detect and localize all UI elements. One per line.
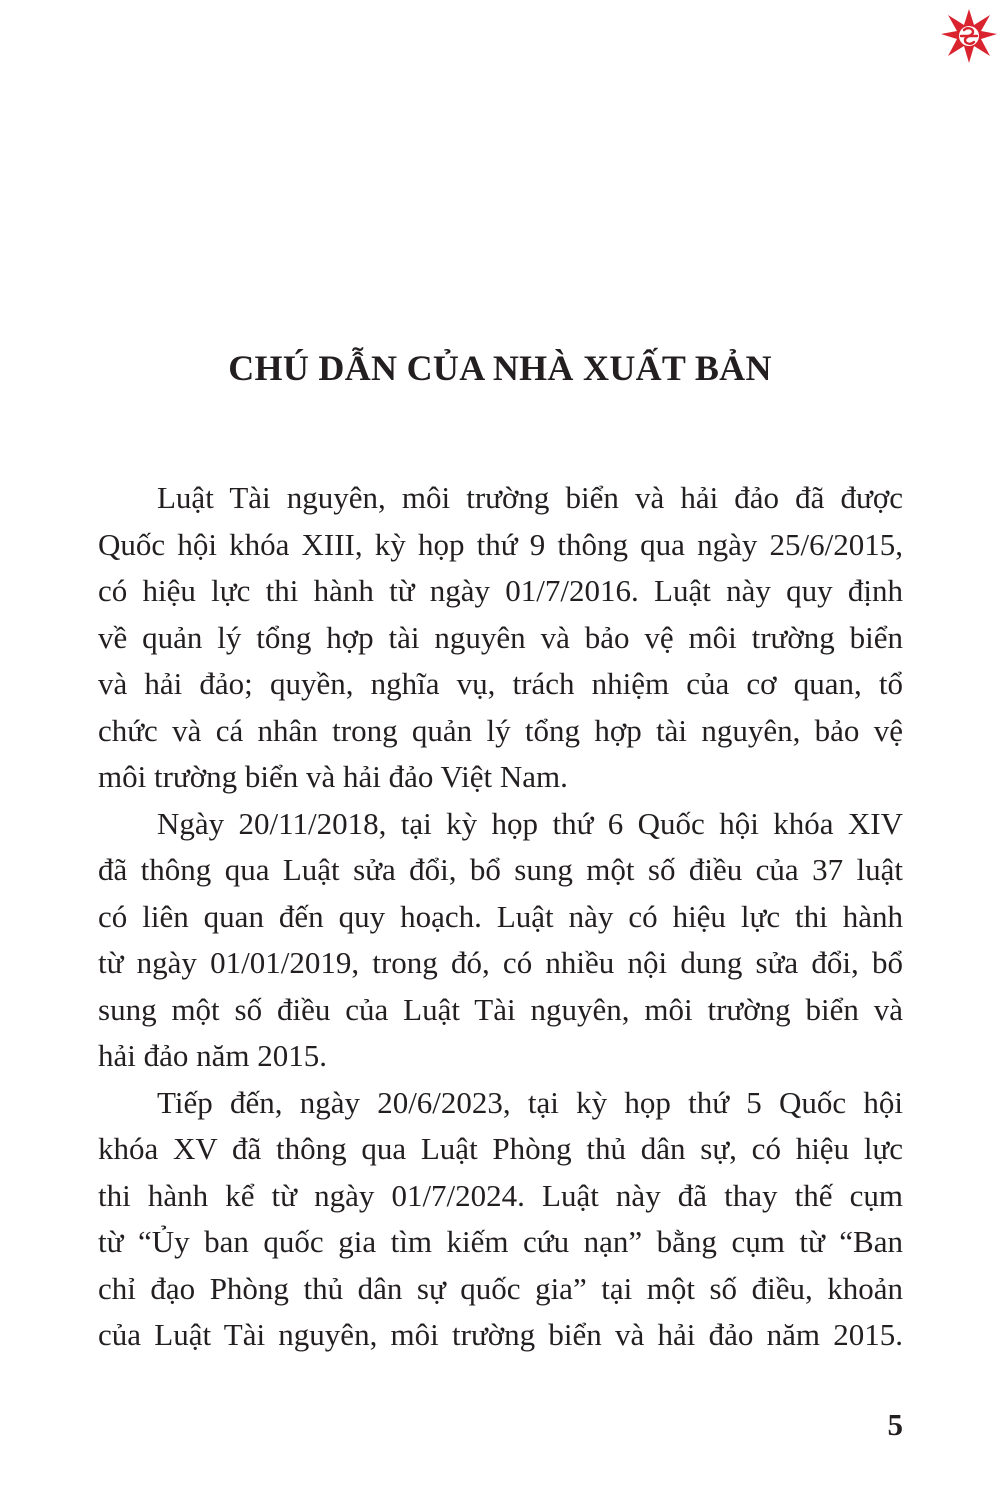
page-number: 5 <box>887 1407 903 1442</box>
text-line: môi trường biển và hải đảo Việt Nam. <box>98 759 568 794</box>
text-line: từ ngày 01/01/2019, trong đó, có nhiều nội dung sửa đổi, bổ <box>98 945 903 980</box>
text-line: chức và cá nhân trong quản lý tổng hợp tài nguyên, bảo vệ <box>98 712 903 748</box>
text-line: về quản lý tổng hợp tài nguyên và bảo vệ môi trường biển <box>98 619 903 655</box>
text-line: Tiếp đến, ngày 20/6/2023, tại kỳ họp thứ 5 Quốc hội <box>157 1084 903 1120</box>
text-line: từ “Ủy ban quốc gia tìm kiếm cứu nạn” bằng cụm từ “Ban <box>98 1224 903 1259</box>
publisher-logo-icon <box>940 8 998 64</box>
text-line: hải đảo năm 2015. <box>98 1038 328 1073</box>
text-line: Luật Tài nguyên, môi trường biển và hải đảo đã được <box>157 480 903 515</box>
text-line: thi hành kể từ ngày 01/7/2024. Luật này đã thay thế cụm <box>98 1177 903 1213</box>
text-line: khóa XV đã thông qua Luật Phòng thủ dân sự, có hiệu lực <box>98 1131 903 1166</box>
text-line: của Luật Tài nguyên, môi trường biển và hải đảo năm 2015. <box>98 1317 903 1352</box>
text-line: chỉ đạo Phòng thủ dân sự quốc gia” tại một số điều, khoản <box>98 1270 903 1306</box>
paragraph-2 <box>98 801 903 1080</box>
text-line: Quốc hội khóa XIII, kỳ họp thứ 9 thông qua ngày 25/6/2015, <box>98 526 903 562</box>
body-text <box>98 475 903 1359</box>
paragraph-3 <box>98 1080 903 1359</box>
text-line: có liên quan đến quy hoạch. Luật này có hiệu lực thi hành <box>98 898 903 934</box>
text-line: Ngày 20/11/2018, tại kỳ họp thứ 6 Quốc hội khóa XIV <box>157 805 903 841</box>
text-line: và hải đảo; quyền, nghĩa vụ, trách nhiệm của cơ quan, tổ <box>98 666 903 701</box>
paragraph-1 <box>98 475 903 801</box>
page-title: CHÚ DẪN CỦA NHÀ XUẤT BẢN <box>228 348 772 388</box>
text-line: đã thông qua Luật sửa đổi, bổ sung một số điều của 37 luật <box>98 852 903 887</box>
text-line: sung một số điều của Luật Tài nguyên, môi trường biển và <box>98 991 903 1027</box>
text-line: có hiệu lực thi hành từ ngày 01/7/2016. Luật này quy định <box>98 573 903 608</box>
